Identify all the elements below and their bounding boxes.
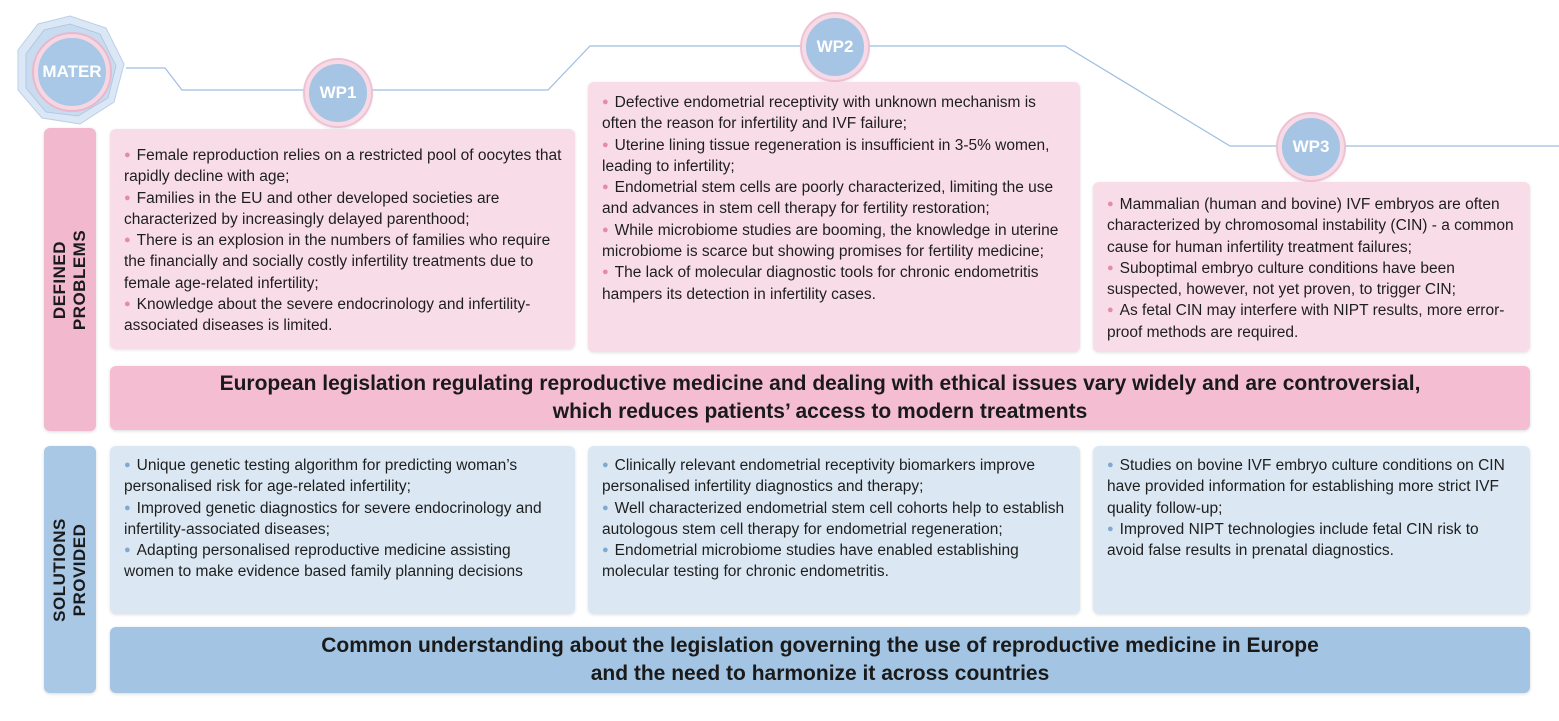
list-item: ● While microbiome studies are booming, the knowledge in uterine microbiome is scarce but showing promises for fertility medicine; <box>602 221 1059 261</box>
legislation-solution-banner <box>110 627 1530 693</box>
solutions-provided-line2: PROVIDED <box>70 523 90 616</box>
wp2-badge: WP2 <box>802 14 868 80</box>
solution-banner-line1: Common understanding about the legislation governing the use of reproductive medicine in Europe <box>321 634 1319 657</box>
wp3-problems-box <box>1093 182 1530 352</box>
list-item: ● Families in the EU and other developed societies are characterized by increasingly delayed parenthood; <box>124 189 500 228</box>
defined-problems-line2: PROBLEMS <box>70 229 89 330</box>
list-item: ● Defective endometrial receptivity with unknown mechanism is often the reason for infertility and IVF failure; <box>602 94 1036 133</box>
list-item: ● Female reproduction relies on a restricted pool of oocytes that rapidly decline with age; <box>124 147 562 186</box>
mater-logo <box>14 14 126 126</box>
list-item: ● Adapting personalised reproductive medicine assisting women to make evidence based family planning decisions <box>124 542 523 581</box>
list-item: ● Endometrial stem cells are poorly characterized, limiting the use and advances in stem cell therapy for fertility restoration; <box>602 179 1054 218</box>
list-item: ● Clinically relevant endometrial receptivity biomarkers improve personalised infertility diagnostics and therapy; <box>602 457 1036 496</box>
list-item: ● As fetal CIN may interfere with NIPT results, more error-proof methods are required. <box>1107 302 1505 341</box>
solutions-provided-line1: SOLUTIONS <box>50 517 70 622</box>
list-item: ● Mammalian (human and bovine) IVF embryos are often characterized by chromosomal instability (CIN) - a common cause for human infertility treatment failures; <box>1107 196 1514 256</box>
wp1-solutions-box <box>110 446 575 614</box>
wp3-solutions-box <box>1093 446 1530 614</box>
list-item: ● Endometrial microbiome studies have enabled establishing molecular testing for chronic endometritis. <box>602 542 1019 581</box>
problem-banner-line2: which reduces patients’ access to modern treatments <box>552 400 1088 423</box>
wp2-problems-box <box>588 82 1080 352</box>
list-item: ● Well characterized endometrial stem cell cohorts help to establish autologous stem cell therapy for endometrial regeneration; <box>602 499 1065 538</box>
solution-banner-line2: and the need to harmonize it across countries <box>590 662 1050 685</box>
problem-banner-line1: European legislation regulating reproductive medicine and dealing with ethical issues vary widely and are controversial, <box>219 372 1421 395</box>
list-item: ● Knowledge about the severe endocrinology and infertility-associated diseases is limited. <box>124 296 531 335</box>
list-item: ● There is an explosion in the numbers of families who require the financially and socially costly infertility treatments due to female age-related infertility; <box>124 232 551 292</box>
list-item: ● Unique genetic testing algorithm for predicting woman’s personalised risk for age-related infertility; <box>124 457 518 496</box>
defined-problems-line1: DEFINED <box>50 240 69 319</box>
list-item: ● The lack of molecular diagnostic tools for chronic endometritis hampers its detection in infertility cases. <box>602 264 1039 303</box>
solutions-provided-label <box>44 446 96 693</box>
wp3-badge: WP3 <box>1278 114 1344 180</box>
list-item: ● Suboptimal embryo culture conditions have been suspected, however, not yet proven, to trigger CIN; <box>1107 259 1456 299</box>
defined-problems-label <box>44 128 96 431</box>
list-item: ● Studies on bovine IVF embryo culture conditions on CIN have provided information for establishing more strict IVF quality follow-up; <box>1107 457 1505 517</box>
list-item: ● Improved NIPT technologies include fetal CIN risk to avoid false results in prenatal diagnostics. <box>1107 520 1479 560</box>
mater-logo-label: MATER <box>34 34 110 110</box>
list-item: ● Improved genetic diagnostics for severe endocrinology and infertility-associated diseases; <box>124 499 542 538</box>
wp2-solutions-box <box>588 446 1080 614</box>
wp1-problems-box <box>110 129 575 349</box>
wp1-badge: WP1 <box>305 60 371 126</box>
legislation-problem-banner <box>110 366 1530 430</box>
list-item: ● Uterine lining tissue regeneration is insufficient in 3-5% women, leading to infertility; <box>602 136 1050 175</box>
